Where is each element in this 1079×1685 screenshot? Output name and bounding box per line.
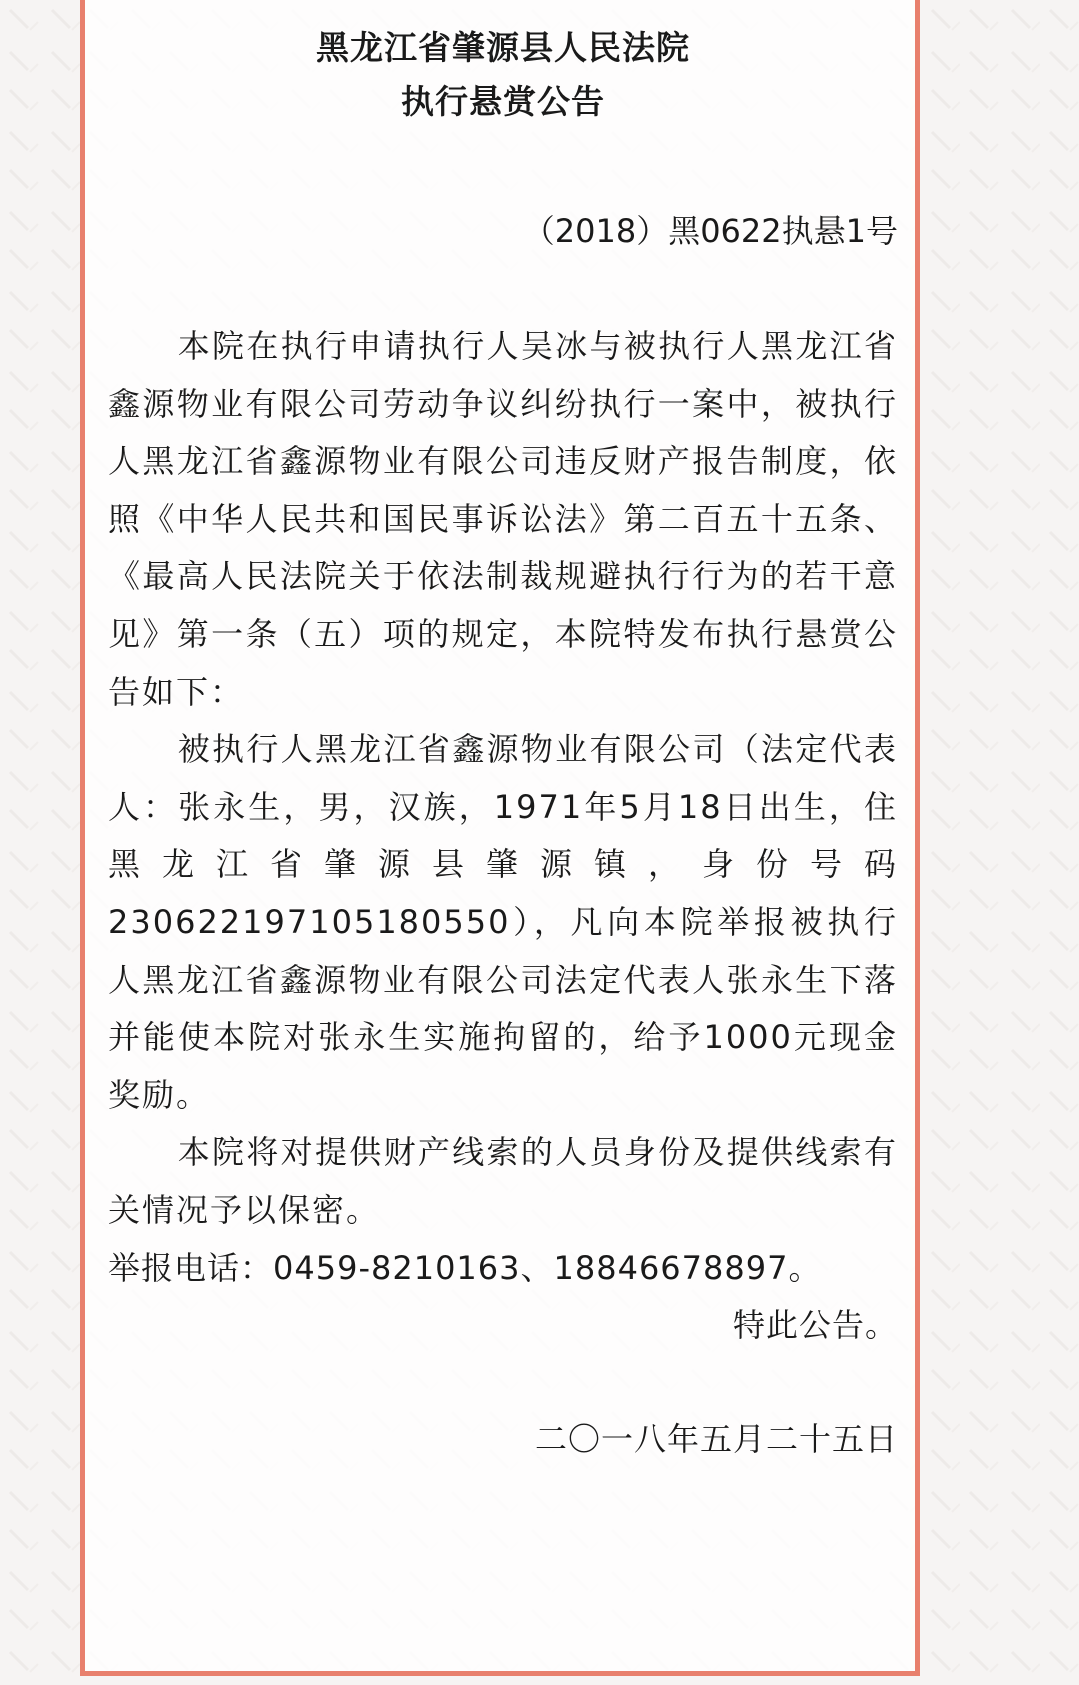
court-name: 黑龙江省肇源县人民法院 bbox=[316, 28, 690, 67]
notice-content bbox=[108, 22, 898, 1468]
paragraph-reward-details: 被执行人黑龙江省鑫源物业有限公司（法定代表人：张永生，男，汉族，1971年5月18日出生，住黑龙江省肇源县肇源镇，身份号码230622197105180550），凡向本院举报被执行人黑龙江省鑫源物业有限公司法定代表人张永生下落并能使本院对张永生实施拘留的，给予1000元现金奖励。 bbox=[108, 730, 898, 1114]
paragraph-confidentiality: 本院将对提供财产线索的人员身份及提供线索有关情况予以保密。 bbox=[108, 1133, 898, 1229]
hotline: 举报电话：0459-8210163、18846678897。 bbox=[108, 1248, 822, 1287]
notice-title: 执行悬赏公告 bbox=[401, 82, 605, 121]
paragraph-case-background: 本院在执行申请执行人吴冰与被执行人黑龙江省鑫源物业有限公司劳动争议纠纷执行一案中，被执行人黑龙江省鑫源物业有限公司违反财产报告制度，依照《中华人民共和国民事诉讼法》第二百五十五条、《最高人民法院关于依法制裁规避执行行为的若干意见》第一条（五）项的规定，本院特发布执行悬赏公告如下： bbox=[108, 327, 898, 711]
notice-date: 二〇一八年五月二十五日 bbox=[534, 1419, 898, 1458]
closing-statement: 特此公告。 bbox=[732, 1306, 898, 1345]
case-number: （2018）黑0622执悬1号 bbox=[522, 212, 898, 250]
